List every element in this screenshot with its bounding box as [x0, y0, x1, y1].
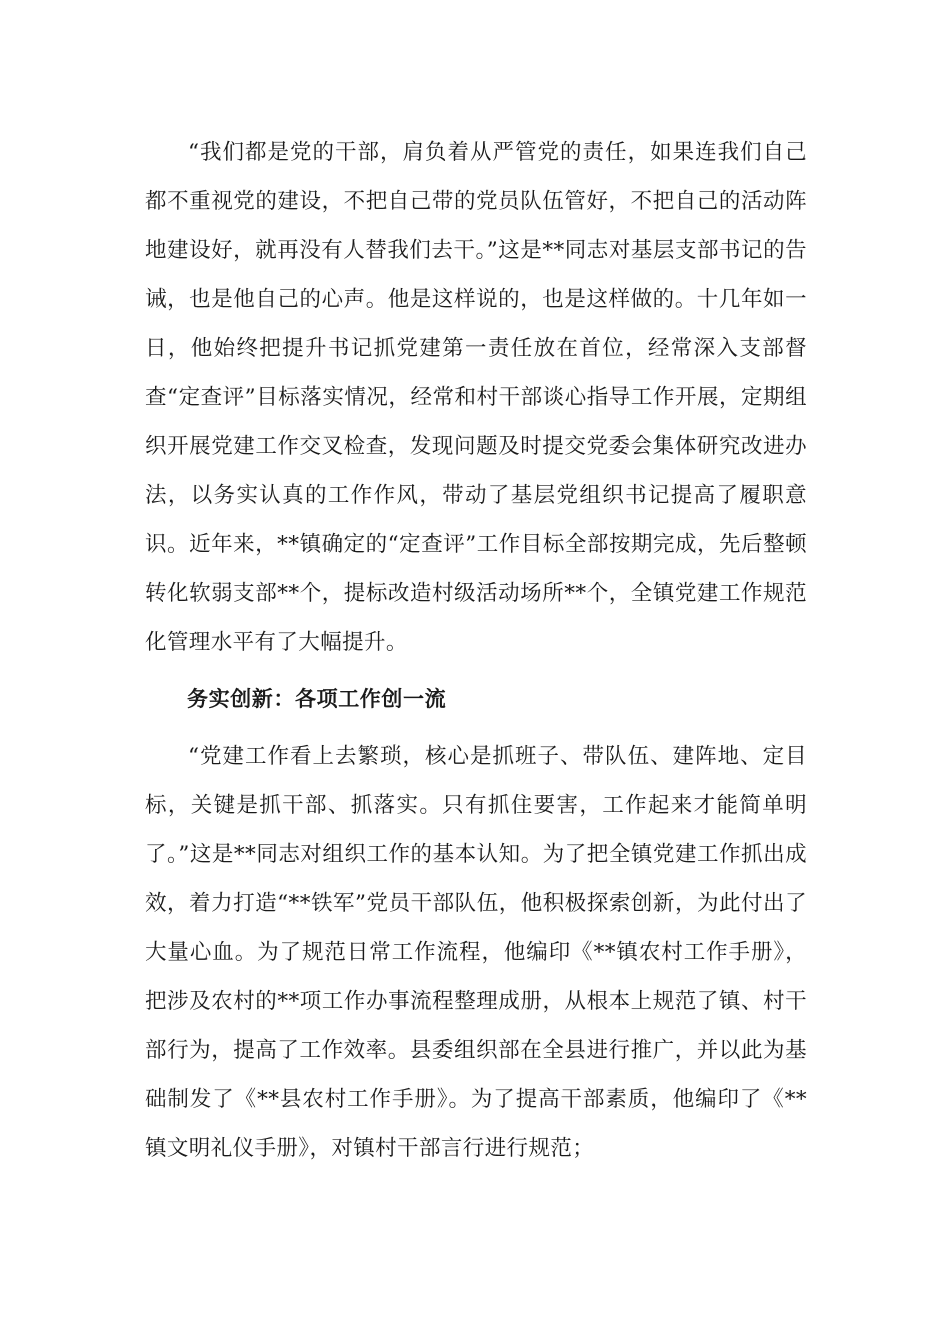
body-paragraph-2: “党建工作看上去繁琐，核心是抓班子、带队伍、建阵地、定目标，关键是抓干部、抓落实。只有抓住要害，工作起来才能简单明了。”这是**同志对组织工作的基本认知。为了把全镇党建工作抓出成效，着力打造“**铁军”党员干部队伍，他积极探索创新，为此付出了大量心血。为了规范日常工作流程，他编印《**镇农村工作手册》，把涉及农村的**项工作办事流程整理成册，从根本上规范了镇、村干部行为，提高了工作效率。县委组织部在全县进行推广，并以此为基础制发了《**县农村工作手册》。为了提高干部素质，他编印了《**镇文明礼仪手册》，对镇村干部言行进行规范；: [145, 744, 807, 1161]
document-body: [145, 128, 807, 1173]
section-heading: 务实创新：各项工作创一流: [187, 687, 447, 711]
body-paragraph-1: “我们都是党的干部，肩负着从严管党的责任，如果连我们自己都不重视党的建设，不把自己带的党员队伍管好，不把自己的活动阵地建设好，就再没有人替我们去干。”这是**同志对基层支部书记的告诫，也是他自己的心声。他是这样说的，也是这样做的。十几年如一日，他始终把提升书记抓党建第一责任放在首位，经常深入支部督查“定查评”目标落实情况，经常和村干部谈心指导工作开展，定期组织开展党建工作交叉检查，发现问题及时提交党委会集体研究改进办法，以务实认真的工作作风，带动了基层党组织书记提高了履职意识。近年来，**镇确定的“定查评”工作目标全部按期完成，先后整顿转化软弱支部**个，提标改造村级活动场所**个，全镇党建工作规范化管理水平有了大幅提升。: [145, 140, 807, 655]
